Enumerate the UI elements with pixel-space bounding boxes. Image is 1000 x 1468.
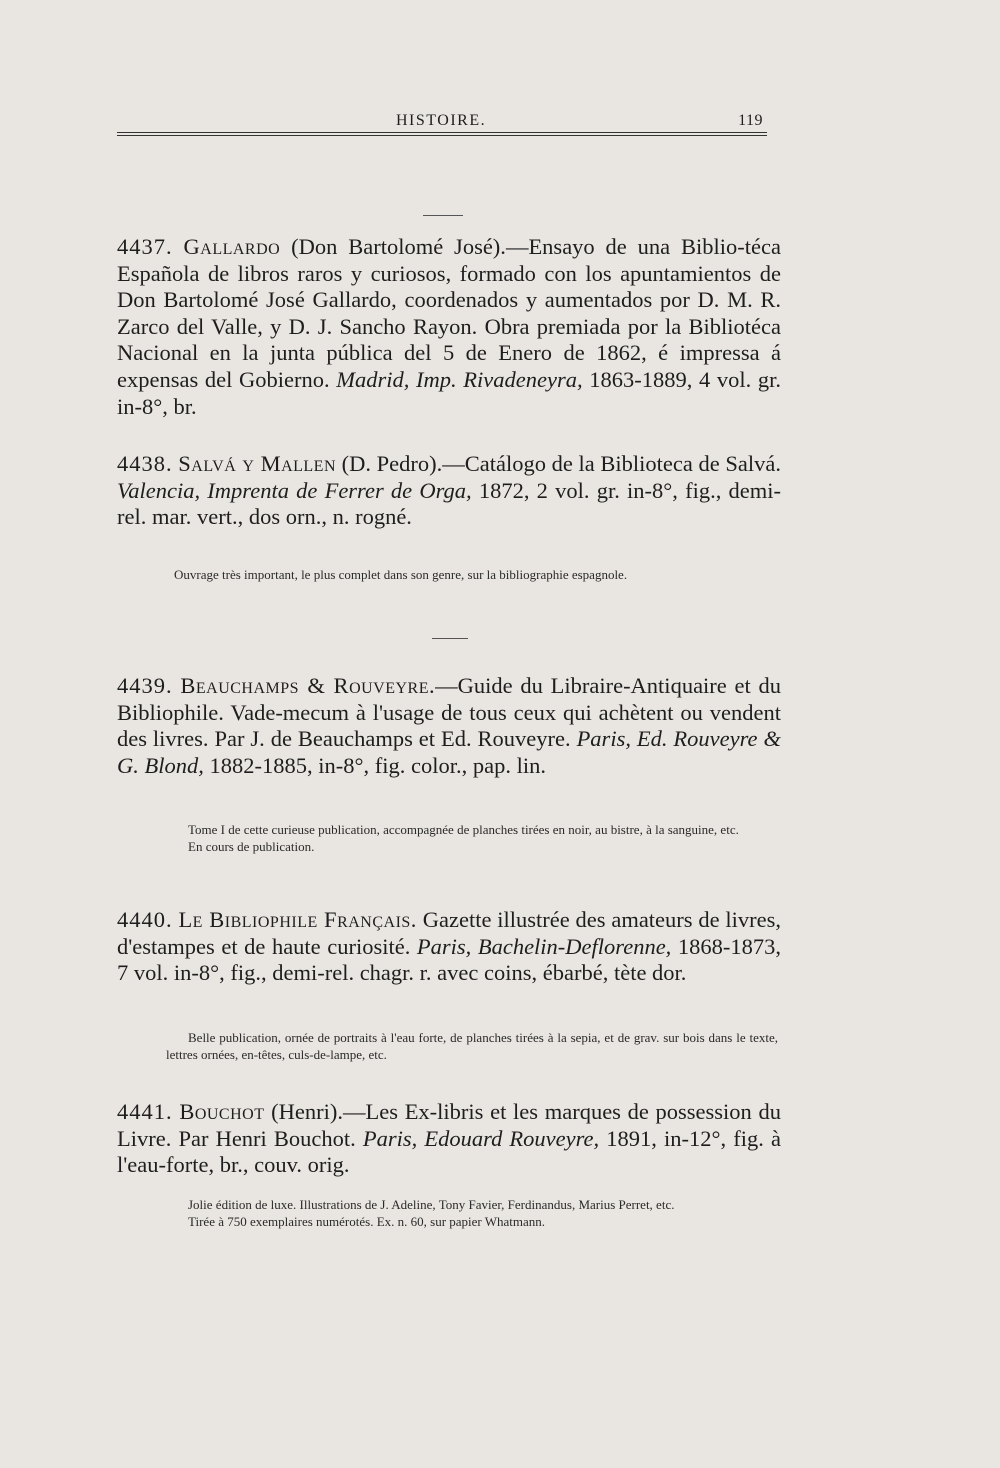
- entry-imprint: Paris, Edouard Rouveyre,: [362, 1125, 600, 1151]
- entry-text: [117, 451, 781, 531]
- section-title: HISTOIRE.: [396, 112, 487, 129]
- entry-body: Gazette illustrée des amateurs de livres, d'estampes et de haute curiosité.: [117, 907, 781, 959]
- entry-imprint: Paris, Ed. Rouveyre & G. Blond,: [117, 726, 781, 778]
- entry-details: 1872, 2 vol. gr. in-8°, fig., demi-rel. mar. vert., dos orn., n. rogné.: [117, 477, 781, 530]
- entry-note: En cours de publication.: [188, 838, 315, 854]
- entry-body: —Ensayo de una Biblio-téca Española de libros raros y curiosos, formado con los apuntamientos de Don Bartolomé José Gallardo, coordenados y aumentados por D. M. R. Zarco del Valle, y D. J. Sancho Rayon. Obra premiada por la Bibliotéca Nacional en la junta pública del 5 de Enero de 1862, é impressa á expensas del Gobierno.: [117, 234, 782, 392]
- entry-note: Jolie édition de luxe. Illustrations de J. Adeline, Tony Favier, Ferdinandus, Marius Perret, etc.: [188, 1197, 675, 1212]
- entry-author: Beauchamps & Rouveyre.: [180, 673, 436, 698]
- entry-details: 1882-1885, in-8°, fig. color., pap. lin.: [203, 752, 546, 778]
- entry-4438: [117, 451, 781, 531]
- page-number: 119: [738, 112, 763, 129]
- entry-number: 4437.: [117, 234, 173, 259]
- entry-author: Le Bibliophile Français.: [178, 907, 417, 932]
- entry-4439: [117, 673, 781, 779]
- entry-body: —Guide du Libraire-Antiquaire et du Bibliophile. Vade-mecum à l'usage de tous ceux qui achètent ou vendent des livres. Par J. de Beauchamps et Ed. Rouveyre.: [117, 673, 782, 752]
- entry-4441-notes: [166, 1197, 778, 1230]
- entry-author-rest: (Henri).: [264, 1099, 344, 1124]
- entry-4438-notes: [174, 567, 786, 584]
- entry-details: 1868-1873, 7 vol. in-8°, fig., demi-rel. chagr. r. avec coins, ébarbé, tète dor.: [117, 933, 781, 986]
- entry-author: Salvá y Mallen: [178, 451, 337, 476]
- entry-text: [117, 1099, 781, 1179]
- entry-4437: [117, 234, 781, 420]
- entry-number: 4439.: [117, 673, 173, 698]
- entry-text: [117, 234, 781, 420]
- entry-note: Tirée à 750 exemplaires numérotés. Ex. n. 60, sur papier Whatmann.: [188, 1213, 546, 1229]
- entry-number: 4440.: [117, 907, 173, 932]
- entry-number: 4438.: [117, 451, 173, 476]
- separator-rule: [423, 215, 463, 216]
- entry-details: 1891, in-12°, fig. à l'eau-forte, br., couv. orig.: [117, 1125, 781, 1178]
- entry-4441: [117, 1099, 781, 1179]
- entry-author-rest: (Don Bartolomé José).: [280, 234, 506, 259]
- header-rule: [117, 132, 767, 136]
- entry-body: —Les Ex-libris et les marques de possession du Livre. Par Henri Bouchot.: [117, 1099, 781, 1151]
- entry-note: Belle publication, ornée de portraits à l'eau forte, de planches tirées à la sepia, et de grav. sur bois dans le texte, lettres ornées, en-têtes, culs-de-lampe, etc.: [166, 1030, 778, 1062]
- entry-text: [117, 907, 781, 987]
- entry-4439-notes: [166, 822, 778, 855]
- entry-4440: [117, 907, 781, 987]
- entry-note: Tome I de cette curieuse publication, accompagnée de planches tirées en noir, au bistre, à la sanguine, etc.: [188, 822, 739, 837]
- entry-imprint: Paris, Bachelin-Deflorenne,: [416, 933, 672, 959]
- entry-details: 1863-1889, 4 vol. gr. in-8°, br.: [117, 366, 781, 419]
- entry-note: Ouvrage très important, le plus complet dans son genre, sur la bibliographie espagnole.: [174, 567, 628, 582]
- entry-imprint: Valencia, Imprenta de Ferrer de Orga,: [117, 477, 472, 503]
- entry-text: [117, 673, 781, 779]
- entry-author: Bouchot: [179, 1099, 265, 1124]
- entry-number: 4441.: [117, 1099, 173, 1124]
- entry-author: Gallardo: [183, 234, 281, 259]
- entry-imprint: Madrid, Imp. Rivadeneyra,: [336, 366, 583, 392]
- entry-body: —Catálogo de la Biblioteca de Salvá.: [442, 451, 781, 476]
- separator-rule: [432, 638, 468, 639]
- entry-author-rest: (D. Pedro).: [336, 451, 443, 476]
- entry-4440-notes: [166, 1030, 778, 1063]
